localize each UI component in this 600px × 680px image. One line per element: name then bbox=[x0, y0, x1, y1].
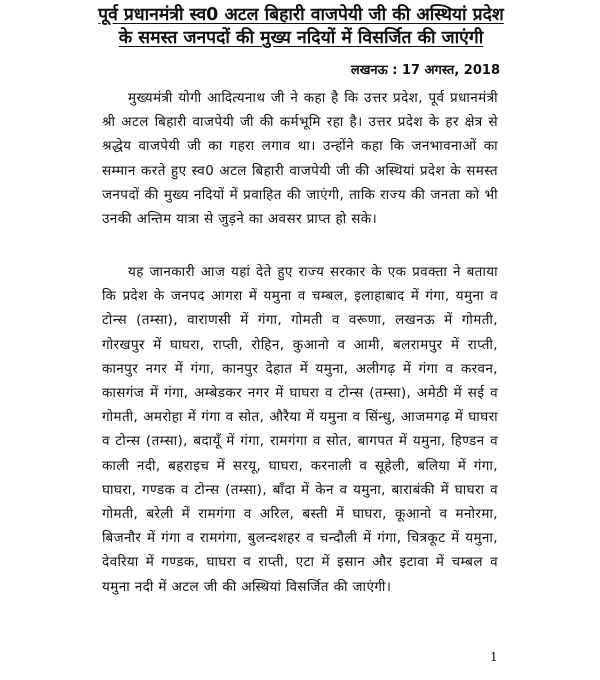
page-number: 1 bbox=[490, 650, 498, 664]
paragraph-2: यह जानकारी आज यहां देते हुए राज्य सरकार के एक प्रवक्ता ने बताया कि प्रदेश के जनपद आगरा में यमुना व चम्बल, इलाहाबाद में गंगा, यमुना व टोन्स (तम्सा), वाराणसी में गंगा, गोमती व वरूणा, लखनऊ में गोमती, गोरखपुर में घाघरा, राप्ती, रोहिन, कुआनो व आमी, बलरामपुर में राप्ती, कानपुर नगर में गंगा, कानपुर देहात में यमुना, अलीगढ़ में गंगा व करवन, कासगंज में गंगा, अम्बेडकर नगर में घाघरा व टोन्स (तम्सा), अमेठी में सई व गोमती, अमरोहा में गंगा व सोत, औरैया में यमुना व सिंन्धु, आजमगढ़ में घाघरा व टोन्स (तम्सा), बदायूँ में गंगा, रामगंगा व सोत, बागपत में यमुना, हिण्डन व काली नदी, बहराइच में सरयू, घाघरा, करनाली व सूहेली, बलिया में गंगा, घाघरा, गण्डक व टोन्स (तम्सा), बाँदा में केन व यमुना, बाराबंकी में घाघरा व गोमती, बरेली में रामगंगा व अरिल, बस्ती में घाघरा, कूआनो व मनोरमा, बिजनौर में गंगा व रामगंगा, बुलन्दशहर व चन्दौली में गंगा, चित्रकूट में यमुना, देवरिया में गण्डक, घाघरा व राप्ती, एटा में इसान और इटावा में चम्बल व यमुना नदी में अटल जी की अस्थियां विसर्जित की जाएंगी। bbox=[102, 264, 498, 595]
document-title bbox=[60, 4, 542, 50]
title-line-1: पूर्व प्रधानमंत्री स्व0 अटल बिहारी वाजपेयी जी की अस्थियां प्रदेश bbox=[98, 5, 504, 25]
dateline: लखनऊ : 17 अगस्त, 2018 bbox=[350, 63, 500, 78]
title-line-2: के समस्त जनपदों की मुख्य नदियों में विसर्जित की जाएंगी bbox=[118, 28, 484, 48]
paragraph-1: मुख्यमंत्री योगी आदित्यनाथ जी ने कहा है कि उत्तर प्रदेश, पूर्व प्रधानमंत्री श्री अटल बिहारी वाजपेयी जी की कर्मभूमि रहा है। उत्तर प्रदेश के हर क्षेत्र से श्रद्धेय वाजपेयी जी का गहरा लगाव था। उन्होंने कहा कि जनभावनाओं का सम्मान करते हुए स्व0 अटल बिहारी वाजपेयी जी की अस्थियां प्रदेश के समस्त जनपदों की मुख्य नदियों में प्रवाहित की जाएंगी, ताकि राज्य की जनता को भी उनकी अन्तिम यात्रा से जुड़ने का अवसर प्राप्त हो सके। bbox=[102, 90, 498, 228]
